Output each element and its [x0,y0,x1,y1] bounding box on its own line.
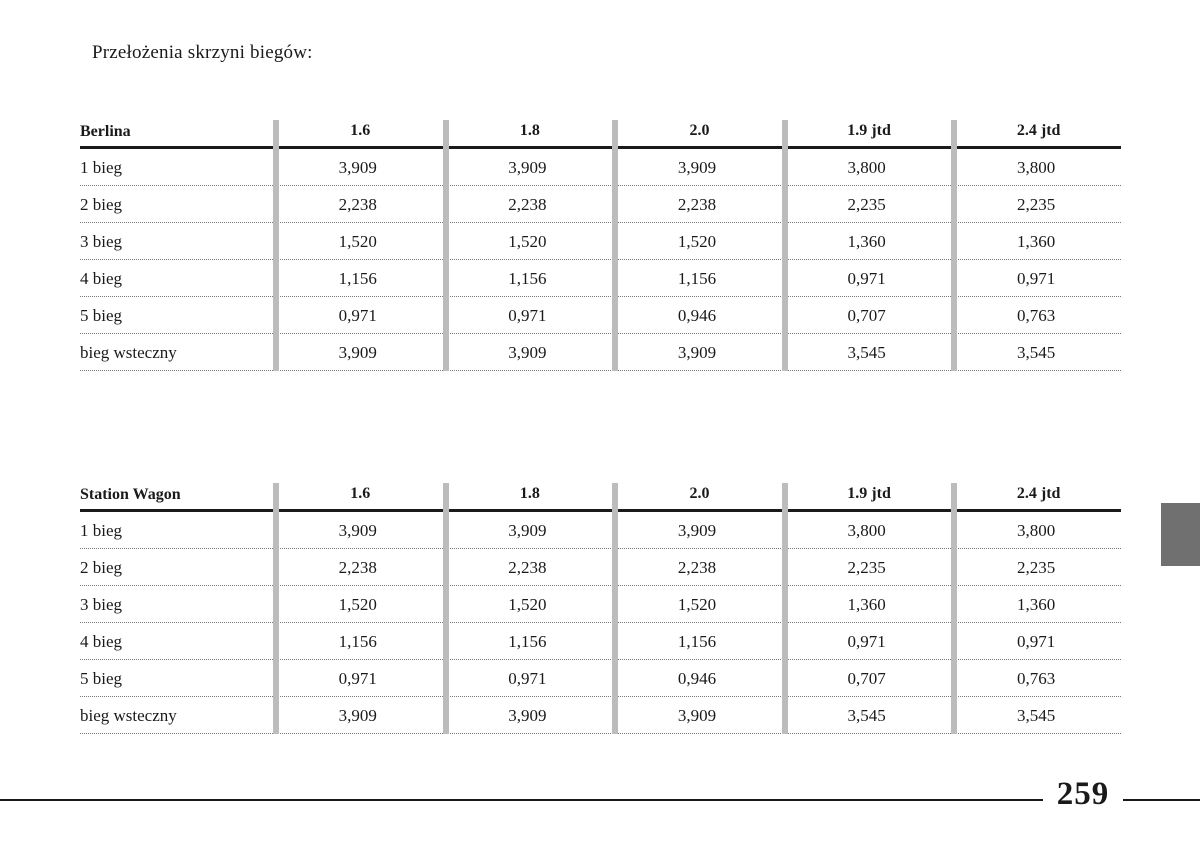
cell-value: 0,707 [847,669,886,688]
table-cell [612,623,782,659]
cell-value: 3,800 [1017,158,1056,177]
column-header [612,118,782,146]
table-row [80,660,1121,697]
table-cell [273,549,443,585]
cell-value: 2,238 [508,195,547,214]
table-cell [782,697,952,733]
row-label [80,149,273,185]
cell-value: 1,520 [508,595,547,614]
cell-value: 2,235 [1017,558,1056,577]
table-cell [443,660,613,696]
cell-value: 1,360 [1017,232,1056,251]
table-cell [951,223,1121,259]
table-cell [443,512,613,548]
row-label [80,512,273,548]
column-header [951,118,1121,146]
table-cell [443,334,613,370]
table-cell [951,260,1121,296]
table-cell [612,149,782,185]
cell-value: 1,520 [338,232,377,251]
cell-value: 3,545 [1017,343,1056,362]
row-label [80,586,273,622]
table-cell [951,334,1121,370]
column-header [443,118,613,146]
column-header [443,481,613,509]
cell-value: 0,971 [847,269,886,288]
row-label [80,223,273,259]
cell-value: 0,763 [1017,669,1056,688]
table-cell [443,149,613,185]
cell-value: 1,156 [677,632,717,651]
column-header [273,118,443,146]
table-cell [273,623,443,659]
row-label [80,623,273,659]
cell-value: 1,156 [338,269,377,288]
cell-value: 0,707 [847,306,886,325]
table-header-label-text: Station Wagon [80,486,181,503]
table-cell [443,586,613,622]
cell-value: 2,238 [338,195,377,214]
table-cell [612,660,782,696]
table-cell [273,512,443,548]
table-header-label [80,481,273,509]
table-cell [273,586,443,622]
table-cell [273,660,443,696]
row-label-text: bieg wsteczny [80,343,177,362]
table-cell [273,697,443,733]
cell-value: 0,971 [508,306,547,325]
cell-value: 2,235 [1017,195,1056,214]
column-header [612,481,782,509]
table-row [80,223,1121,260]
cell-value: 1,520 [677,595,717,614]
cell-value: 0,971 [847,632,886,651]
row-label-text: 4 bieg [80,269,123,288]
table-header-row [80,481,1121,512]
column-header-text: 1.6 [350,122,371,139]
table-cell [612,186,782,222]
row-label [80,697,273,733]
cell-value: 0,946 [677,669,717,688]
column-header [951,481,1121,509]
cell-value: 3,909 [508,706,547,725]
cell-value: 3,909 [338,158,377,177]
table-header-label [80,118,273,146]
table-cell [782,223,952,259]
cell-value: 3,800 [847,521,886,540]
row-label-text: 1 bieg [80,521,123,540]
table-cell [612,260,782,296]
cell-value: 0,971 [508,669,547,688]
table-cell [612,223,782,259]
footer-rule-right [1123,799,1200,801]
row-label-text: 1 bieg [80,158,123,177]
table-cell [273,297,443,333]
table-row [80,149,1121,186]
table-cell [612,697,782,733]
cell-value: 3,909 [508,521,547,540]
cell-value: 1,520 [677,232,717,251]
row-label-text: 5 bieg [80,669,123,688]
chapter-side-tab [1161,503,1200,566]
cell-value: 2,238 [677,558,717,577]
table-cell [612,297,782,333]
table-cell [782,660,952,696]
table-cell [443,549,613,585]
cell-value: 3,800 [1017,521,1056,540]
table-cell [782,186,952,222]
table-cell [443,223,613,259]
cell-value: 3,909 [677,521,717,540]
cell-value: 2,238 [338,558,377,577]
table-cell [782,586,952,622]
column-header-text: 2.4 jtd [1016,122,1061,139]
table-cell [612,549,782,585]
row-label [80,549,273,585]
cell-value: 1,156 [338,632,377,651]
gear-ratio-table-station-wagon [80,481,1121,734]
cell-value: 3,909 [338,521,377,540]
row-label-text: 3 bieg [80,232,123,251]
footer-rule-left [0,799,1043,801]
table-cell [951,697,1121,733]
cell-value: 1,156 [677,269,717,288]
table-row [80,697,1121,734]
table-cell [951,623,1121,659]
table-cell [951,149,1121,185]
cell-value: 0,971 [1017,632,1056,651]
cell-value: 2,238 [508,558,547,577]
row-label-text: 2 bieg [80,195,123,214]
table-row [80,297,1121,334]
row-label-text: 2 bieg [80,558,123,577]
table-cell [951,660,1121,696]
table-cell [951,586,1121,622]
table-cell [782,297,952,333]
table-row [80,186,1121,223]
table-cell [443,623,613,659]
row-label [80,260,273,296]
table-cell [612,512,782,548]
cell-value: 3,545 [847,343,886,362]
row-label [80,660,273,696]
table-cell [782,260,952,296]
table-cell [273,260,443,296]
cell-value: 1,520 [338,595,377,614]
table-cell [951,512,1121,548]
table-cell [443,186,613,222]
cell-value: 2,238 [677,195,717,214]
table-row [80,623,1121,660]
table-header-row [80,118,1121,149]
cell-value: 1,520 [508,232,547,251]
table-row [80,260,1121,297]
table-cell [782,149,952,185]
row-label [80,186,273,222]
column-header [782,481,952,509]
cell-value: 2,235 [847,558,886,577]
row-label-text: 5 bieg [80,306,123,325]
table-cell [782,623,952,659]
column-header-text: 1.8 [519,122,540,139]
row-label-text: 4 bieg [80,632,123,651]
column-header-text: 2.0 [689,122,710,139]
cell-value: 0,971 [338,669,377,688]
table-header-label-text: Berlina [80,123,131,140]
row-label [80,334,273,370]
cell-value: 3,909 [338,343,377,362]
cell-value: 3,909 [508,343,547,362]
cell-value: 3,545 [1017,706,1056,725]
column-header-text: 1.8 [519,485,540,502]
table-cell [612,334,782,370]
table-row [80,334,1121,371]
table-cell [782,549,952,585]
column-header-text: 2.0 [689,485,710,502]
table-cell [782,334,952,370]
table-cell [443,297,613,333]
cell-value: 0,971 [1017,269,1056,288]
cell-value: 1,360 [847,595,886,614]
table-row [80,586,1121,623]
cell-value: 1,360 [847,232,886,251]
column-header-text: 1.9 jtd [847,122,891,139]
column-header-text: 2.4 jtd [1016,485,1061,502]
cell-value: 3,909 [508,158,547,177]
cell-value: 0,946 [677,306,717,325]
table-cell [273,334,443,370]
table-row [80,549,1121,586]
column-header-text: 1.6 [350,485,371,502]
cell-value: 3,909 [677,158,717,177]
column-header [782,118,952,146]
table-row [80,512,1121,549]
table-cell [782,512,952,548]
table-cell [951,549,1121,585]
cell-value: 0,971 [338,306,377,325]
cell-value: 3,909 [677,706,717,725]
cell-value: 3,909 [677,343,717,362]
cell-value: 2,235 [847,195,886,214]
table-cell [273,149,443,185]
table-cell [273,223,443,259]
page-number: 259 [1056,776,1110,812]
cell-value: 1,156 [508,269,547,288]
cell-value: 3,545 [847,706,886,725]
row-label-text: bieg wsteczny [80,706,177,725]
row-label [80,297,273,333]
row-label-text: 3 bieg [80,595,123,614]
table-cell [612,586,782,622]
page-title: Przełożenia skrzyni biegów: [92,42,313,63]
gear-ratio-table-berlina [80,118,1121,371]
cell-value: 3,800 [847,158,886,177]
cell-value: 3,909 [338,706,377,725]
cell-value: 1,156 [508,632,547,651]
table-cell [951,297,1121,333]
column-header-text: 1.9 jtd [847,485,891,502]
cell-value: 1,360 [1017,595,1056,614]
table-cell [443,260,613,296]
table-cell [273,186,443,222]
table-cell [443,697,613,733]
cell-value: 0,763 [1017,306,1056,325]
table-cell [951,186,1121,222]
column-header [273,481,443,509]
